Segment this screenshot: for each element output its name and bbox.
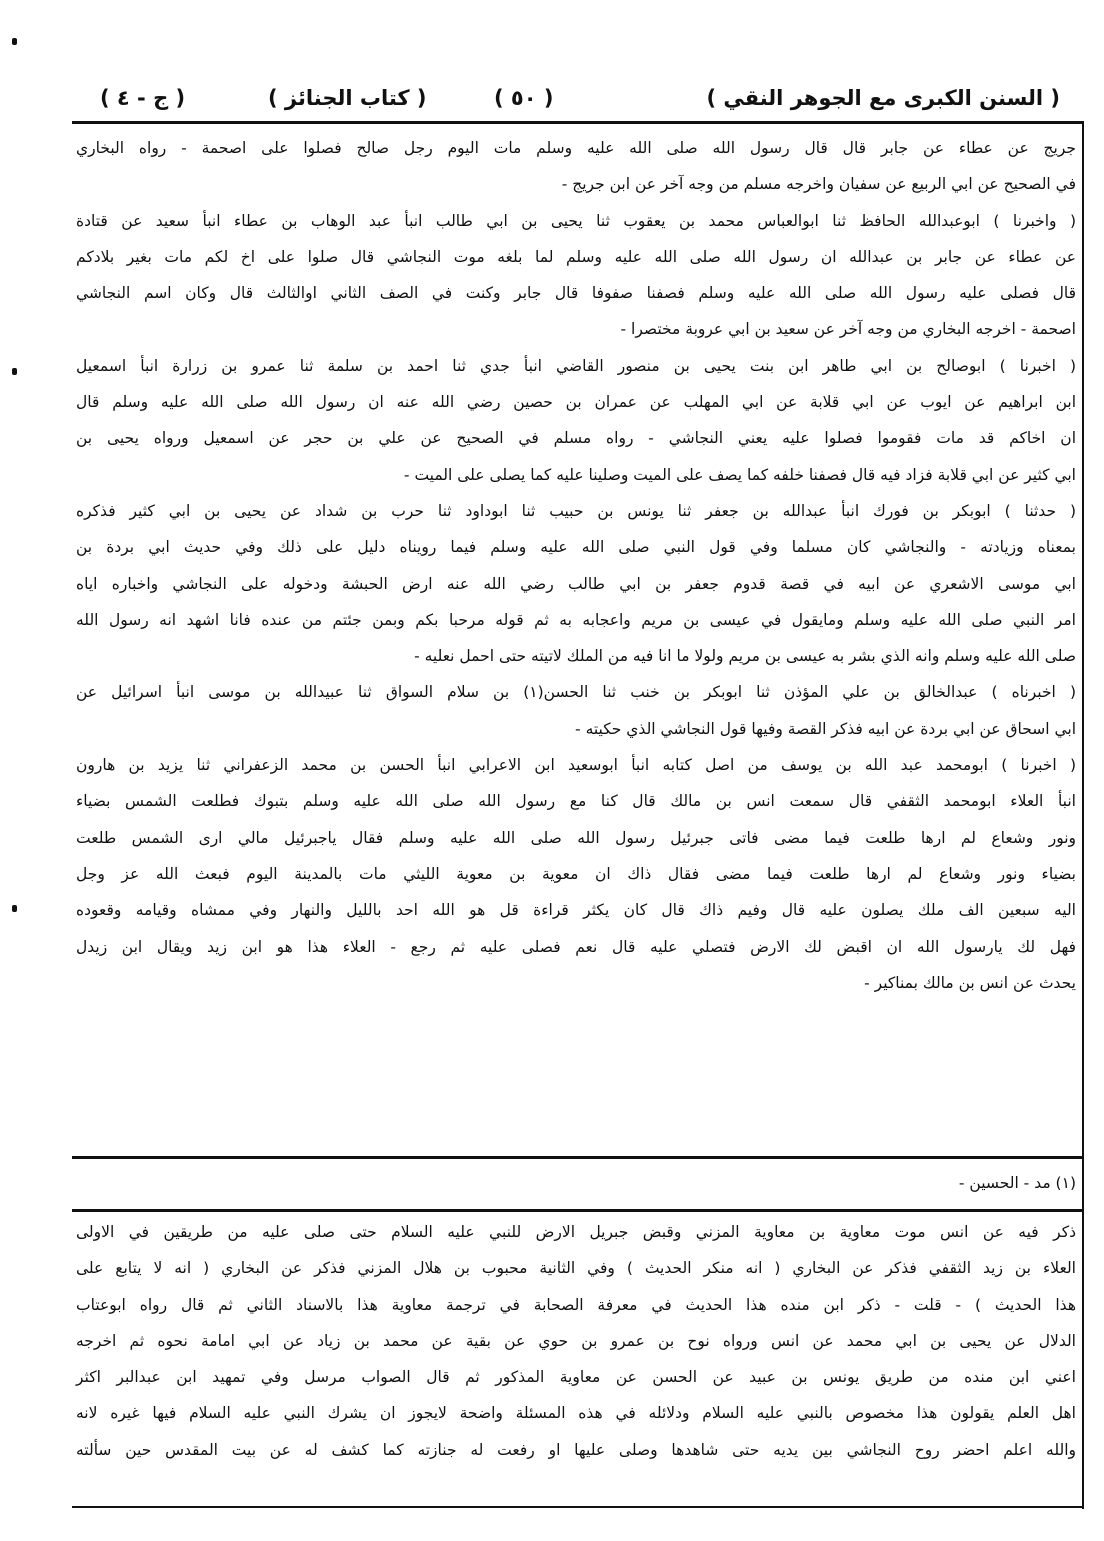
- right-border: [1082, 121, 1084, 1509]
- text-line: صلى الله عليه وسلم وانه الذي بشر به عيسى بن مريم ولولا ما انا فيه من الملك لاتيته حتى احمل نعليه -: [414, 647, 1076, 666]
- text-line: امر النبي صلى الله عليه وسلم ومايقول في عيسى بن مريم واعجابه به ثم قوله مرحبا بكم وبمن جئتم من عنده فانا اشهد انه رسول الله: [76, 610, 1076, 629]
- volume-number: ( ج - ٤ ): [100, 86, 186, 110]
- main-text: [76, 130, 1076, 1001]
- commentary-line: ذكر فيه عن انس موت معاوية بن معاوية المزني وقبض جبريل الارض للنبي عليه السلام حتى صلى عليه من طريقين في الاولى: [76, 1223, 1076, 1241]
- text-line: ( اخبرنا ) ابومحمد عبد الله بن يوسف من اصل كتابه انبأ ابوسعيد ابن الاعرابي انبأ الحسن بن محمد الزعفراني ثنا يزيد بن هارون: [76, 756, 1076, 775]
- text-line: بضياء ونور وشعاع لم ارها طلعت فيما مضى فقال ذاك ان معوية بن معوية الليثي مات بالمدينة اليوم فبعث الله عز وجل: [76, 864, 1076, 883]
- text-line: ( واخبرنا ) ابوعبدالله الحافظ ثنا ابوالعباس محمد بن يعقوب ثنا يحيى بن ابي طالب انبأ عبد الوهاب بن عطاء انبأ سعيد عن قتادة: [76, 211, 1076, 230]
- text-line: ( اخبرنا ) ابوصالح بن ابي طاهر ابن بنت يحيى بن منصور القاضي انبأ جدي ثنا احمد بن سلمة ثنا عمرو بن زرارة انبأ اسمعيل: [76, 356, 1076, 375]
- commentary-line: اعني ابن منده من طريق يونس بن عبيد عن الحسن عن معاوية المذكور ثم قال الصواب مرسل وفي تمهيد ابن عبدالبر اكثر: [76, 1368, 1076, 1387]
- text-line: ابن ابراهيم عن ايوب عن ابي قلابة عن ابي المهلب عن عمران بن حصين رضي الله عنه ان رسول الله صلى الله عليه وسلم قال: [76, 393, 1076, 412]
- commentary-line: هذا الحديث ) - قلت - ذكر ابن منده هذا الحديث في معرفة الصحابة في ترجمة معاوية هذا بالاسناد الثاني ثم قال رواه ابوعتاب: [76, 1295, 1076, 1314]
- chapter-title: ( كتاب الجنائز ): [268, 86, 427, 110]
- footnote-block: [76, 1165, 1076, 1201]
- text-line: يحدث عن انس بن مالك بمناكير -: [864, 973, 1076, 992]
- text-line: فهل لك يارسول الله ان اقبض لك الارض فتصلي عليه قال نعم فصلى عليه ثم رجع - العلاء هذا هو ابن زيد ويقال ابن زيدل: [76, 937, 1076, 956]
- commentary-text: [76, 1214, 1076, 1468]
- text-line: اليه سبعين الف ملك يصلون عليه قال وفيم ذاك قال كان يكثر قراءة قل هو الله احد بالليل والنهار وفي ممشاه وقيامه وقعوده: [76, 901, 1076, 920]
- footnote: (١) مد - الحسين -: [958, 1174, 1076, 1192]
- bottom-rule: [72, 1506, 1084, 1508]
- text-line: عن عطاء عن جابر بن عبدالله ان رسول الله صلى الله عليه وسلم لما بلغه موت النجاشي قال صلوا على اخ لكم مات بغير بلادكم: [76, 247, 1076, 266]
- book-title: ( السنن الكبرى مع الجوهر النقي ): [706, 86, 1060, 110]
- text-line: ابي كثير عن ابي قلابة فزاد فيه قال فصفنا خلفه كما يصف على الميت وصلينا عليه كما يصلى على الميت -: [403, 465, 1076, 484]
- footnote-rule: [72, 1156, 1084, 1159]
- top-rule: [72, 121, 1084, 124]
- commentary-rule: [72, 1209, 1084, 1212]
- page-number: ( ٥٠ ): [494, 86, 554, 110]
- commentary-line: الدلال عن يحيى بن ابي محمد عن انس ورواه نوح بن عمرو بن حوي عن بقية عن محمد بن زياد عن ابي امامة نحوه ثم اخرجه: [76, 1331, 1076, 1350]
- text-line: ان اخاكم قد مات فقوموا فصلوا عليه يعني النجاشي - رواه مسلم في الصحيح عن علي بن حجر عن اسمعيل ورواه يحيى بن: [76, 429, 1076, 448]
- scan-mark: [12, 368, 17, 375]
- text-line: ( اخبرناه ) عبدالخالق بن علي المؤذن ثنا ابوبكر بن خنب ثنا الحسن(١) بن سلام السواق ثنا عبيدالله بن موسى انبأ اسرائيل عن: [76, 683, 1076, 702]
- text-line: بمعناه وزيادته - والنجاشي كان مسلما وفي قول النبي صلى الله عليه وسلم فيما رويناه دليل على ذلك وفي حديث ابي بردة بن: [76, 538, 1076, 557]
- text-line: ابي موسى الاشعري عن ابيه في قصة قدوم جعفر بن ابي طالب رضي الله عنه ارض الحبشة ودخوله على النجاشي واخباره اياه: [76, 574, 1076, 593]
- text-line: انبأ العلاء ابومحمد الثقفي قال سمعت انس بن مالك قال كنا مع رسول الله صلى الله عليه وسلم بتبوك فطلعت الشمس بضياء: [76, 792, 1076, 811]
- scan-mark: [12, 38, 17, 45]
- text-line: ( حدثنا ) ابوبكر بن فورك انبأ عبدالله بن جعفر ثنا يونس بن حبيب ثنا ابوداود ثنا حرب بن شداد عن يحيى بن ابي كثير فذكره: [76, 501, 1076, 520]
- commentary-line: اهل العلم يقولون هذا مخصوص بالنبي عليه السلام ودلائله في هذه المسئلة واضحة لايجوز ان يشرك النبي عليه السلام فيها غيره لانه: [76, 1404, 1076, 1423]
- scan-mark: [12, 905, 17, 912]
- text-line: اصحمة - اخرجه البخاري من وجه آخر عن سعيد بن ابي عروبة مختصرا -: [620, 320, 1076, 339]
- text-line: ونور وشعاع لم ارها طلعت فيما مضى فاتى جبرئيل رسول الله صلى الله عليه وسلم فقال ياجبرئيل مالي ارى الشمس طلعت: [76, 828, 1076, 847]
- text-line: قال فصلى عليه رسول الله صلى الله عليه وسلم فصفنا صفوفا قال جابر وكنت في الصف الثاني اوالثالث قال وكان اسم النجاشي: [76, 284, 1076, 303]
- text-line: في الصحيح عن ابي الربيع عن سفيان واخرجه مسلم من وجه آخر عن ابن جريج -: [561, 175, 1076, 194]
- commentary-line: العلاء بن زيد الثقفي فذكر عن البخاري ( انه منكر الحديث ) وفي الثانية محبوب بن هلال المزني فذكر عن البخاري ( انه لا يتابع على: [76, 1259, 1076, 1278]
- text-line: ابي اسحاق عن ابي بردة عن ابيه فذكر القصة وفيها قول النجاشي الذي حكيته -: [575, 719, 1076, 738]
- commentary-line: والله اعلم احضر روح النجاشي بين يديه حتى شاهدها وصلى عليها او رفعت له جنازته كما كشف له عن بيت المقدس حين سألته: [76, 1440, 1076, 1459]
- text-line: جريج عن عطاء عن جابر قال قال رسول الله صلى الله عليه وسلم مات اليوم رجل صالح فصلوا على اصحمة - رواه البخاري: [76, 139, 1076, 157]
